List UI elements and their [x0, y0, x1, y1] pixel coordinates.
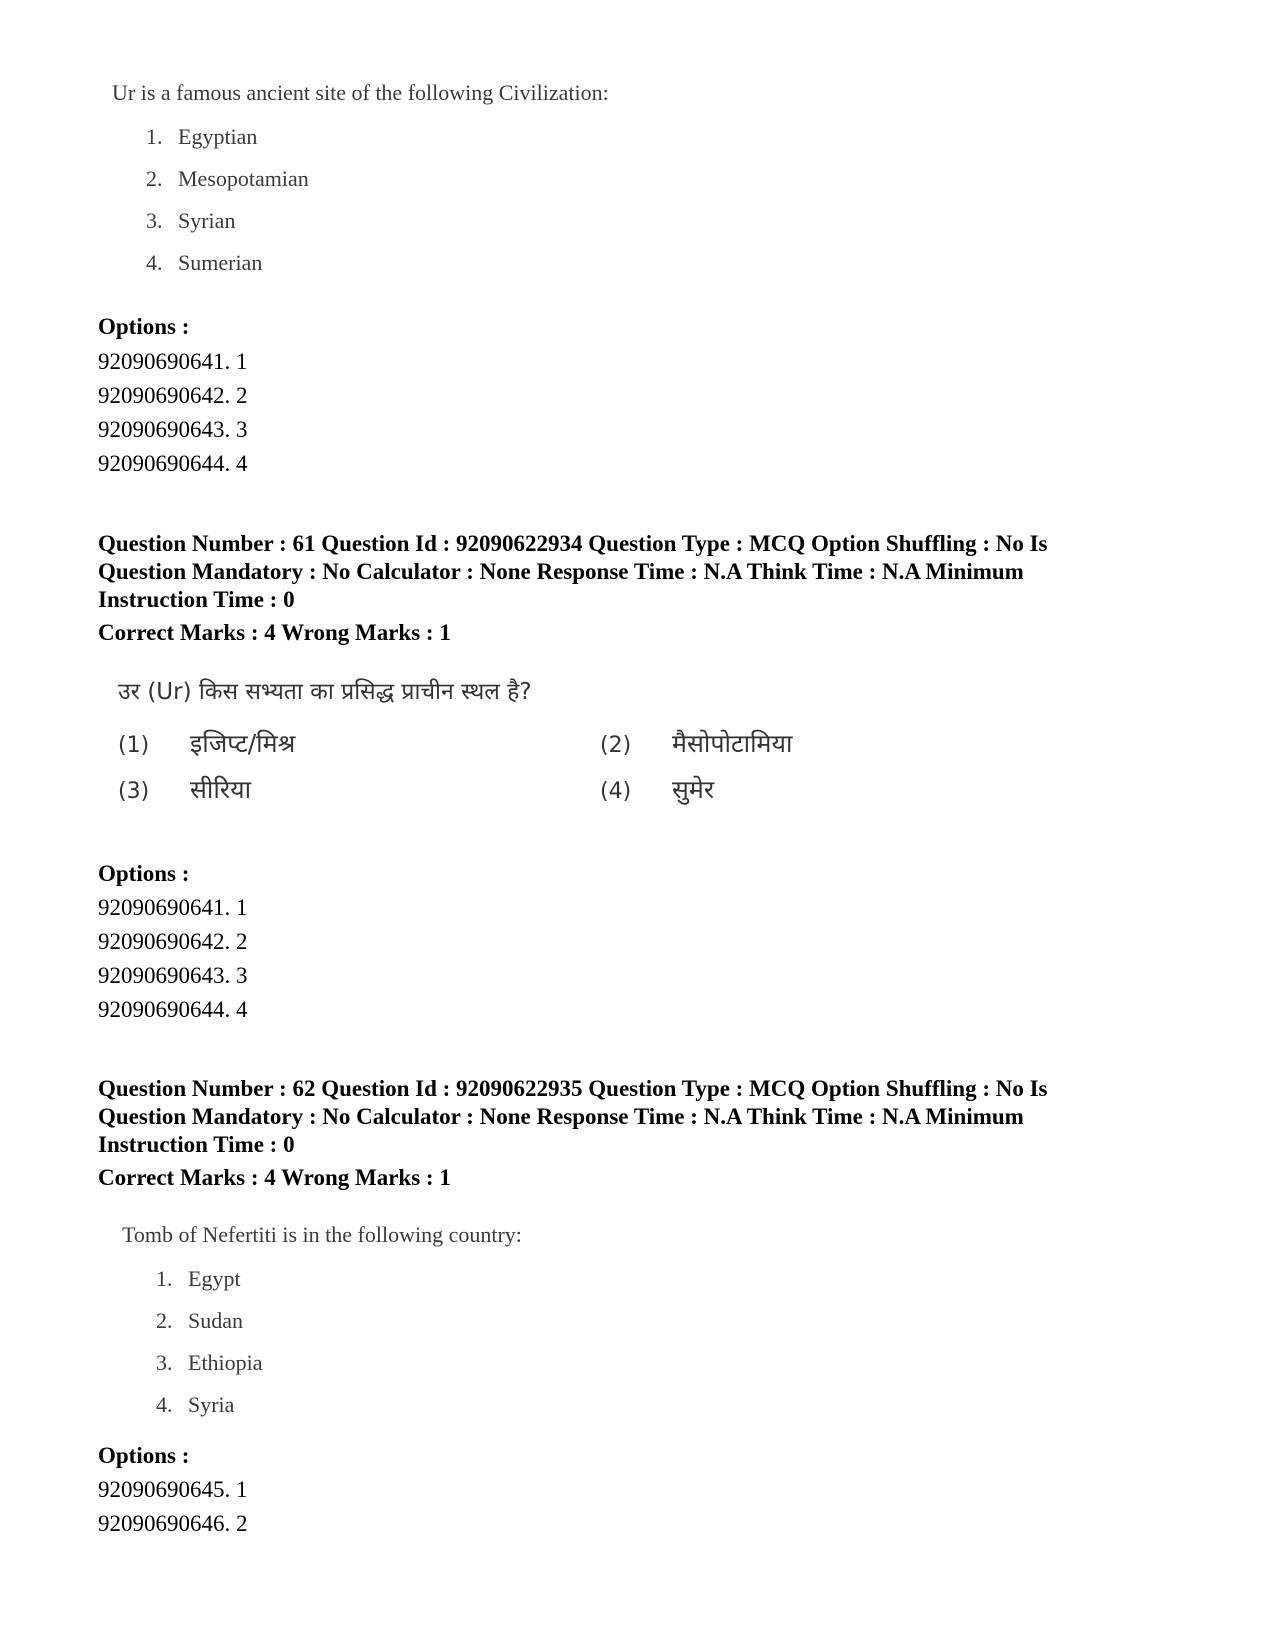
question-meta-q61: Question Number : 61 Question Id : 92090622934 Question Type : MCQ Option Shuffling : No Is Question Mandatory : No Calculator : None Response Time : N.A Think Time : N.A Minimum Instruction Time : 0 — [98, 531, 1048, 612]
marks-line: Correct Marks : 4 Wrong Marks : 1 — [98, 620, 451, 645]
question-text: Tomb of Nefertiti is in the following country: — [122, 1222, 522, 1247]
question-image-q62 — [0, 1200, 1275, 1425]
question-text: Ur is a famous ancient site of the following Civilization: — [112, 80, 609, 105]
question-image-q61 — [0, 660, 1275, 820]
choice-3: 3. Syrian — [146, 208, 236, 233]
question-text: उर (Ur) किस सभ्यता का प्रसिद्ध प्राचीन स्थल है? — [118, 679, 532, 705]
option-line: 92090690641. 1 — [98, 895, 248, 920]
choice-1: (1) इजिप्ट/मिश्र — [118, 729, 296, 758]
question-meta-q62: Question Number : 62 Question Id : 92090622935 Question Type : MCQ Option Shuffling : No Is Question Mandatory : No Calculator : None Response Time : N.A Think Time : N.A Minimum Instruction Time : 0 — [98, 1076, 1048, 1157]
option-line: 92090690643. 3 — [98, 963, 248, 988]
option-line: 92090690642. 2 — [98, 929, 248, 954]
option-line: 92090690642. 2 — [98, 383, 248, 408]
option-line: 92090690646. 2 — [98, 1511, 248, 1536]
option-line: 92090690643. 3 — [98, 417, 248, 442]
marks-line: Correct Marks : 4 Wrong Marks : 1 — [98, 1165, 451, 1190]
options-label: Options : — [98, 314, 190, 339]
choice-2: (2) मैसोपोटामिया — [600, 729, 793, 758]
options-label: Options : — [98, 861, 190, 886]
option-line: 92090690641. 1 — [98, 349, 248, 374]
choice-3: (3) सीरिया — [118, 775, 252, 804]
option-line: 92090690644. 4 — [98, 451, 248, 476]
option-line: 92090690645. 1 — [98, 1477, 248, 1502]
options-label: Options : — [98, 1443, 190, 1468]
choice-2: 2. Sudan — [156, 1308, 243, 1333]
question-image-q60 — [0, 0, 1275, 300]
choice-1: 1. Egypt — [156, 1266, 241, 1291]
choice-4: 4. Sumerian — [146, 250, 263, 275]
choice-1: 1. Egyptian — [146, 124, 258, 149]
option-line: 92090690644. 4 — [98, 997, 248, 1022]
choice-3: 3. Ethiopia — [156, 1350, 263, 1375]
choice-4: 4. Syria — [156, 1392, 235, 1417]
choice-2: 2. Mesopotamian — [146, 166, 309, 191]
choice-4: (4) सुमेर — [600, 775, 715, 804]
